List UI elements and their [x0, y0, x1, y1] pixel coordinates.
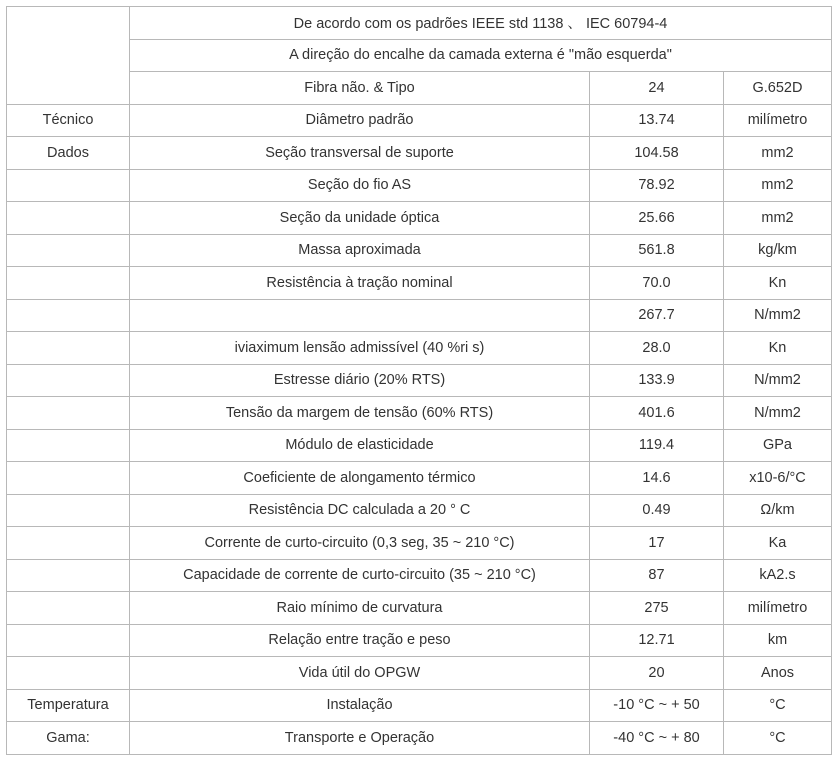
unit-cell: kA2.s: [724, 559, 832, 592]
value-cell: 104.58: [590, 137, 724, 170]
param-cell: Módulo de elasticidade: [130, 429, 590, 462]
unit-cell: N/mm2: [724, 299, 832, 332]
blank-cell: [7, 494, 130, 527]
blank-cell: [7, 299, 130, 332]
unit-cell: milímetro: [724, 104, 832, 137]
param-cell: iviaximum lensão admissível (40 %ri s): [130, 332, 590, 365]
param-cell: Corrente de curto-circuito (0,3 seg, 35 ~ 210 °C): [130, 527, 590, 560]
param-cell: Relação entre tração e peso: [130, 624, 590, 657]
param-cell: Vida útil do OPGW: [130, 657, 590, 690]
blank-cell: [7, 332, 130, 365]
param-cell: Seção da unidade óptica: [130, 202, 590, 235]
value-cell: 13.74: [590, 104, 724, 137]
table-row: [7, 7, 832, 40]
table-row: [7, 364, 832, 397]
table-row: [7, 39, 832, 72]
blank-cell: [7, 364, 130, 397]
side-label-range: Gama:: [7, 722, 130, 755]
table-row: [7, 722, 832, 755]
unit-cell: mm2: [724, 202, 832, 235]
param-cell: Fibra não. & Tipo: [130, 72, 590, 105]
value-cell: 267.7: [590, 299, 724, 332]
unit-cell: mm2: [724, 137, 832, 170]
blank-cell: [7, 559, 130, 592]
table-row: [7, 299, 832, 332]
unit-cell: Ω/km: [724, 494, 832, 527]
blank-cell: [7, 169, 130, 202]
value-cell: 14.6: [590, 462, 724, 495]
table-row: [7, 494, 832, 527]
value-cell: 0.49: [590, 494, 724, 527]
table-row: [7, 234, 832, 267]
value-cell: 17: [590, 527, 724, 560]
standards-header: De acordo com os padrões IEEE std 1138 、 IEC 60794-4: [130, 7, 832, 40]
param-cell: Instalação: [130, 689, 590, 722]
param-cell: Tensão da margem de tensão (60% RTS): [130, 397, 590, 430]
table-row: [7, 267, 832, 300]
value-cell: 20: [590, 657, 724, 690]
unit-cell: Anos: [724, 657, 832, 690]
unit-cell: kg/km: [724, 234, 832, 267]
value-cell: 28.0: [590, 332, 724, 365]
table-row: [7, 72, 832, 105]
blank-cell: [7, 624, 130, 657]
table-row: [7, 137, 832, 170]
unit-cell: N/mm2: [724, 397, 832, 430]
unit-cell: °C: [724, 722, 832, 755]
value-cell: 561.8: [590, 234, 724, 267]
blank-cell: [7, 397, 130, 430]
table-row: [7, 592, 832, 625]
table-row: [7, 397, 832, 430]
table-row: [7, 624, 832, 657]
lay-direction-header: A direção do encalhe da camada externa é "mão esquerda": [130, 39, 832, 72]
blank-cell: [7, 592, 130, 625]
blank-cell: [7, 267, 130, 300]
table-row: [7, 527, 832, 560]
unit-cell: mm2: [724, 169, 832, 202]
unit-cell: Kn: [724, 332, 832, 365]
value-cell: 12.71: [590, 624, 724, 657]
param-cell: Capacidade de corrente de curto-circuito (35 ~ 210 °C): [130, 559, 590, 592]
param-cell: Transporte e Operação: [130, 722, 590, 755]
table-row: [7, 104, 832, 137]
param-cell: Seção transversal de suporte: [130, 137, 590, 170]
value-cell: 70.0: [590, 267, 724, 300]
blank-cell: [7, 429, 130, 462]
unit-cell: milímetro: [724, 592, 832, 625]
blank-cell: [7, 462, 130, 495]
table-row: [7, 689, 832, 722]
value-cell: -40 °C ~ + 80: [590, 722, 724, 755]
unit-cell: G.652D: [724, 72, 832, 105]
unit-cell: N/mm2: [724, 364, 832, 397]
table-row: [7, 202, 832, 235]
param-cell: Seção do fio AS: [130, 169, 590, 202]
unit-cell: °C: [724, 689, 832, 722]
side-label-data: Dados: [7, 137, 130, 170]
unit-cell: km: [724, 624, 832, 657]
value-cell: 25.66: [590, 202, 724, 235]
param-cell: Raio mínimo de curvatura: [130, 592, 590, 625]
param-cell: Coeficiente de alongamento térmico: [130, 462, 590, 495]
unit-cell: GPa: [724, 429, 832, 462]
param-cell: [130, 299, 590, 332]
blank-cell: [7, 527, 130, 560]
table-row: [7, 429, 832, 462]
param-cell: Estresse diário (20% RTS): [130, 364, 590, 397]
unit-cell: Ka: [724, 527, 832, 560]
value-cell: 275: [590, 592, 724, 625]
blank-cell: [7, 7, 130, 105]
value-cell: 401.6: [590, 397, 724, 430]
table-row: [7, 169, 832, 202]
value-cell: 87: [590, 559, 724, 592]
table-row: [7, 332, 832, 365]
blank-cell: [7, 234, 130, 267]
table-row: [7, 657, 832, 690]
value-cell: -10 °C ~ + 50: [590, 689, 724, 722]
param-cell: Massa aproximada: [130, 234, 590, 267]
opgw-spec-table: [6, 6, 832, 755]
value-cell: 24: [590, 72, 724, 105]
value-cell: 119.4: [590, 429, 724, 462]
table-row: [7, 462, 832, 495]
table-row: [7, 559, 832, 592]
value-cell: 78.92: [590, 169, 724, 202]
unit-cell: x10-6/°C: [724, 462, 832, 495]
unit-cell: Kn: [724, 267, 832, 300]
param-cell: Diâmetro padrão: [130, 104, 590, 137]
side-label-temperature: Temperatura: [7, 689, 130, 722]
side-label-technical: Técnico: [7, 104, 130, 137]
blank-cell: [7, 202, 130, 235]
param-cell: Resistência DC calculada a 20 ° C: [130, 494, 590, 527]
blank-cell: [7, 657, 130, 690]
value-cell: 133.9: [590, 364, 724, 397]
param-cell: Resistência à tração nominal: [130, 267, 590, 300]
